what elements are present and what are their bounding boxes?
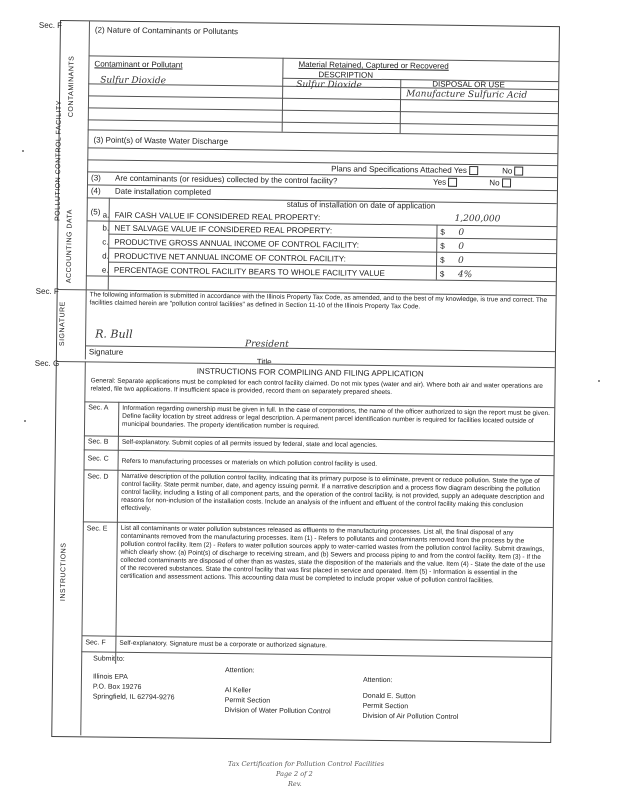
q3-yes-label: Yes [432, 177, 447, 187]
sec-f-instr-text: Self-explanatory. Signature must be a corporate or authorized signature. [119, 639, 328, 650]
plans-yes-label: Yes [453, 165, 467, 175]
instructions-sec-label: Sec. G [34, 358, 60, 369]
signature-label: Signature [88, 347, 124, 357]
sec-b-label: Sec. B [87, 438, 109, 446]
item-d: PRODUCTIVE NET ANNUAL INCOME OF CONTROL FACILITY: [114, 251, 346, 264]
side-label-signature: SIGNATURE [59, 301, 67, 347]
q3-no-label: No [489, 178, 500, 188]
sec-f-instr-label: Sec. F [85, 639, 106, 647]
handwritten-title: President [244, 339, 289, 350]
footer-line-2: Page 2 of 2 [276, 770, 313, 778]
q5-number: (5) [90, 207, 101, 217]
instructions-general: General: Separate applications must be completed for each control facility claimed. Do not mix types (water and air). Where both air and water operations are related, file two applications. If insufficient space is provided, record them on separately prepared sheets. [90, 377, 543, 397]
footer-line-1: Tax Certification for Pollution Control Facilities [228, 760, 385, 768]
contact-a-section: Permit Section [224, 697, 271, 705]
sec-e-label: Sec. E [86, 525, 108, 533]
q4-number: (4) [90, 186, 101, 196]
scan-speck [598, 380, 600, 382]
sig-sec-label: Sec. F [35, 286, 59, 297]
q3-yes-no [433, 178, 511, 188]
hand-value-c: 0 [458, 241, 465, 252]
contact-a-name: Al Keller [224, 687, 251, 695]
hand-value-d: 0 [458, 255, 464, 266]
submit-label: Submit to: [93, 655, 125, 663]
certification-statement: The following information is submitted in accordance with the Illinois Property Tax Code, as amended, and to the best of my knowledge, is true and correct. The facilities claimed herein are "pollution control facilities" as defined in Section 11-10 of the Illinois Property Tax Code. [89, 291, 548, 311]
dollar-a: $ [440, 227, 445, 237]
hand-value-e: 4% [457, 269, 473, 281]
footer-line-3: Rev. [288, 780, 302, 788]
material-header: Material Retained, Captured or Recovered [298, 59, 449, 71]
handwritten-contaminant: Sulfur Dioxide [100, 75, 167, 87]
a-letter: a. [102, 210, 110, 220]
q2-title: (2) Nature of Contaminants or Pollutants [94, 25, 239, 37]
address-line-1: Illinois EPA [92, 673, 128, 681]
e-letter: e. [101, 265, 109, 275]
plans-yes-checkbox[interactable] [469, 166, 478, 175]
contact-b-section: Permit Section [362, 702, 409, 711]
contaminant-header: Contaminant or Pollutant [94, 59, 183, 70]
c-letter: c. [102, 237, 109, 247]
q4-status: status of installation on date of application [286, 199, 436, 211]
b-letter: b. [102, 223, 110, 233]
sec-a-label: Sec. A [88, 404, 109, 412]
dollar-d: $ [439, 269, 445, 279]
q5-item: FAIR CASH VALUE IF CONSIDERED REAL PROPERTY: [114, 210, 321, 223]
address-line-3: Springfield, IL 62794-9276 [92, 693, 175, 702]
description-header: DESCRIPTION [318, 70, 374, 80]
handwritten-disposal: Manufacture Sulfuric Acid [406, 89, 528, 101]
plans-label: Plans and Specifications Attached [331, 164, 452, 175]
q3-no-checkbox[interactable] [502, 179, 511, 188]
disposal-header: DISPOSAL OR USE [432, 79, 505, 90]
sec-c-text: Refers to manufacturing processes or materials on which pollution control facility is used. [121, 457, 378, 468]
sec-c-label: Sec. C [87, 455, 109, 463]
q3-yes-checkbox[interactable] [448, 178, 457, 187]
attention-1: Attention: [225, 667, 255, 675]
form-frame [34, 20, 560, 743]
side-label-instructions: INSTRUCTIONS [59, 542, 68, 602]
handwritten-description: Sulfur Dioxide [296, 79, 362, 91]
sec-b-text: Self-explanatory. Submit copies of all permits issued by federal, state and local agencies. [121, 438, 378, 449]
instructions-title: INSTRUCTIONS FOR COMPILING AND FILING APPLICATION [196, 366, 424, 379]
item-b: NET SALVAGE VALUE IF CONSIDERED REAL PROPERTY: [114, 223, 333, 236]
hand-value-b: 0 [458, 227, 465, 238]
side-label-contaminants: CONTAMINANTS [67, 55, 76, 118]
hand-value-a: 1,200,000 [454, 213, 501, 225]
side-label-pollution-control: POLLUTION CONTROL FACILITY [54, 100, 64, 222]
handwritten-signature: R. Bull [95, 327, 133, 341]
contact-b-division: Division of Air Pollution Control [362, 712, 459, 721]
side-label-accounting: ACCOUNTING DATA [65, 208, 74, 284]
sec-f-label: Sec. F [38, 20, 63, 31]
plans-no-checkbox[interactable] [514, 167, 523, 176]
attention-2: Attention: [362, 676, 393, 685]
address-line-2: P.O. Box 19276 [92, 683, 142, 692]
q4-item: Date installation completed [114, 186, 212, 197]
sec-d-text: Narrative description of the pollution control facility, indicating that its primary purpose is to eliminate, prevent or reduce pollution. State the type of control facility. State permit number, date, and agency issuing permit. If a narrative description and a process flow diagram describing the pollution control facility, including a listing of all component parts, and the operation of the control facility, is not provided, supply an adequate description and reasons for non-inclusion of the installation costs. Include an analysis of the influent and effluent of the control facility making this conclusion effectively. [120, 472, 545, 513]
plans-no-label: No [502, 166, 513, 176]
contact-a-division: Division of Water Pollution Control [224, 707, 331, 716]
item-e: PERCENTAGE CONTROL FACILITY BEARS TO WHOLE FACILITY VALUE [113, 265, 385, 278]
scan-speck [22, 150, 24, 152]
q3-item: Are contaminants (or residues) collected by the control facility? [115, 173, 338, 186]
contact-b-name: Donald E. Sutton [362, 692, 416, 701]
sec-e-text: List all contaminants or water pollution substances released as effluents to the manufacturing processes. List all, the final disposal of any contaminants removed from the manufacturing processes. Item (1) - Refers to pollutants and contaminants removed from the process by the pollution control facility. Item (2) - Refers to water pollution sources apply to water-carried wastes from the pollution control facility. Submit drawings, which clearly show: (a) Point(s) of discharge to receiving stream, and (b) Sewers and process piping to and from the control facility. Item (3) - If the collected contaminants are disposed of other than as wastes, state the disposition of the materials and the value. Item (4) - State the date of the use of the recovered substances. State the control facility that was first placed in service and operated. Item (5) - Information is essential in the certification and assessment actions. This accounting data must be completed to include proper value of pollution control facilities. [120, 524, 546, 585]
q3-title: (3) Point(s) of Waste Water Discharge [93, 135, 229, 147]
sec-a-text: Information regarding ownership must be given in full. In the case of corporations, the name of the officer authorized to sign the report must be given. Define facility location by street address or legal description. A permanent parcel identification number is required for facilities located outside of municipal boundaries. The property identification number is required. [122, 404, 550, 431]
sec-d-label: Sec. D [87, 473, 109, 481]
item-c: PRODUCTIVE GROSS ANNUAL INCOME OF CONTROL FACILITY: [114, 237, 360, 250]
scan-speck [24, 420, 26, 422]
q3-number: (3) [91, 173, 101, 183]
dollar-c: $ [440, 255, 445, 265]
dollar-b: $ [440, 241, 445, 251]
d-letter: d. [102, 251, 109, 261]
title-label: Title [256, 357, 272, 367]
